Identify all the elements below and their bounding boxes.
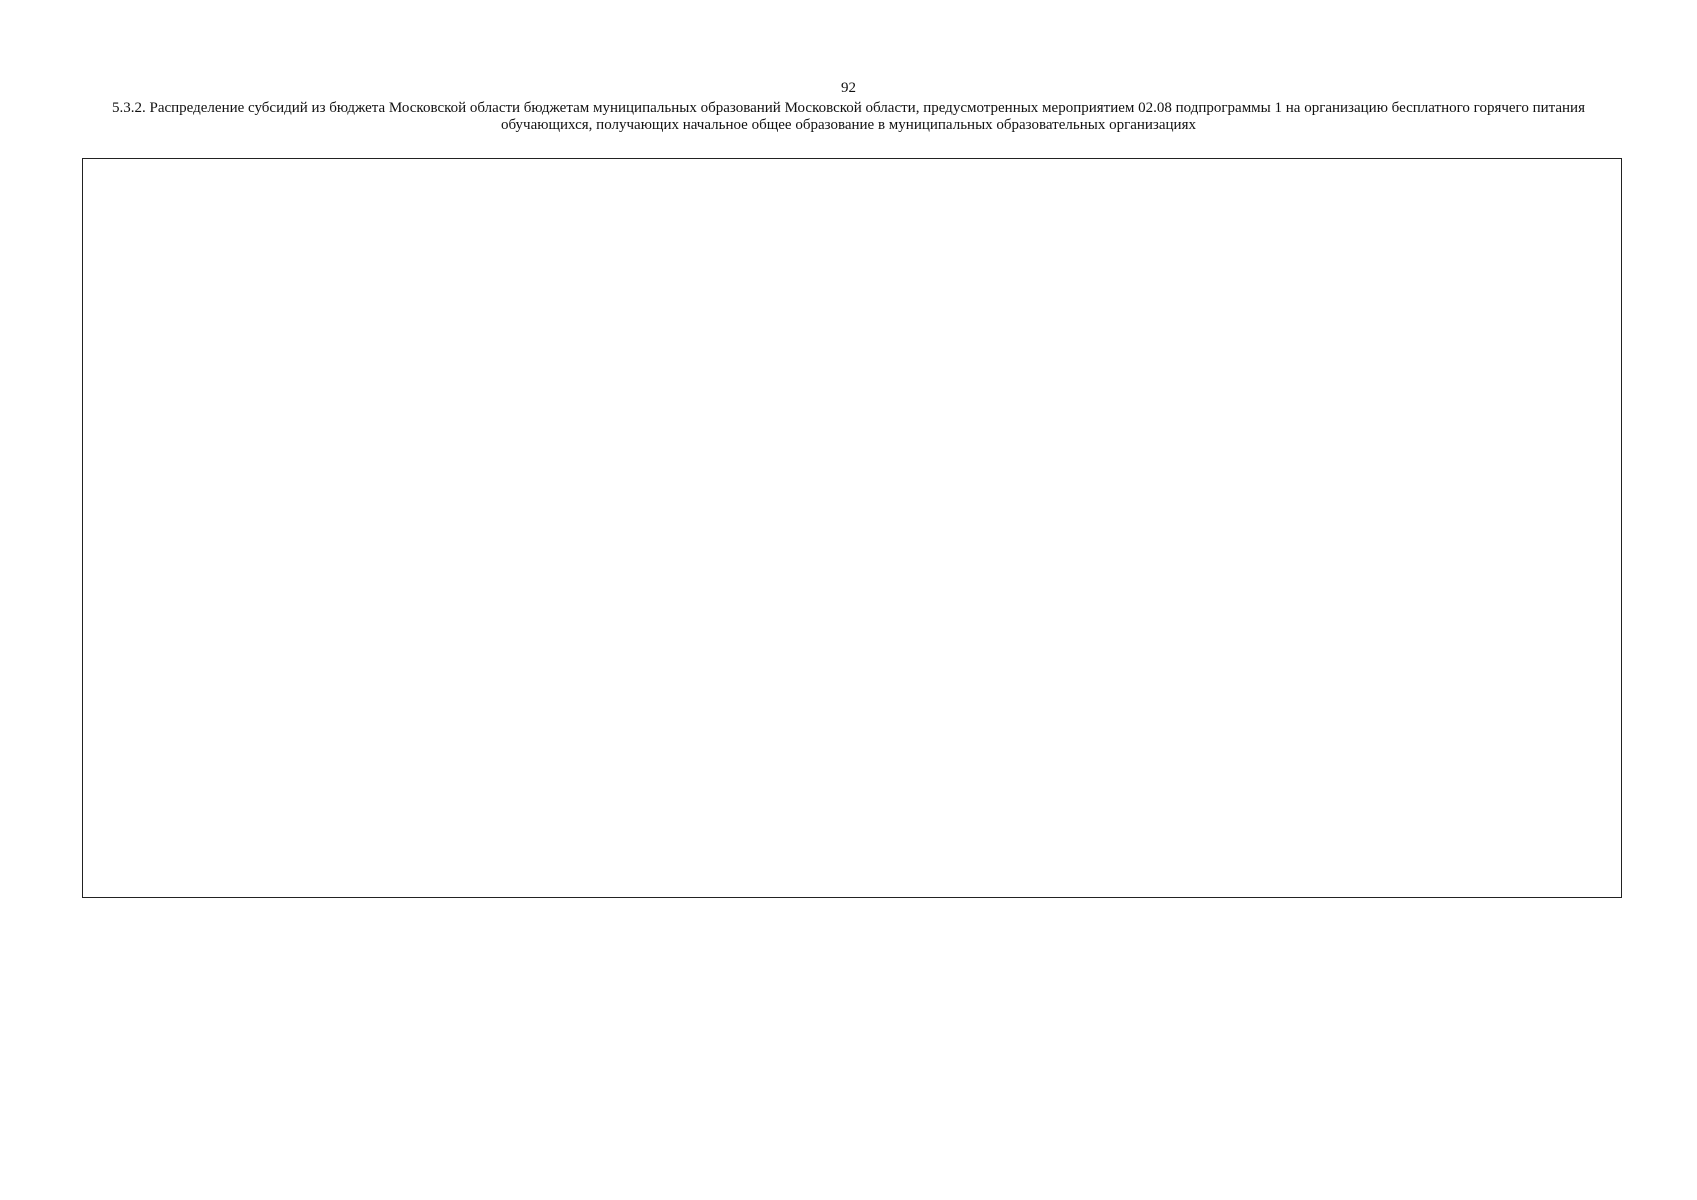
- subsidy-table: [82, 158, 1622, 898]
- document-heading: 5.3.2. Распределение субсидий из бюджета Московской области бюджетам муниципальных образований Московской области, предусмотренных мероприятием 02.08 подпрограммы 1 на организацию бесплатного горячего питания обучающихся, получающих начальное общее образование в муниципальных образовательных организациях: [112, 100, 1585, 133]
- page-number: 92: [841, 80, 856, 96]
